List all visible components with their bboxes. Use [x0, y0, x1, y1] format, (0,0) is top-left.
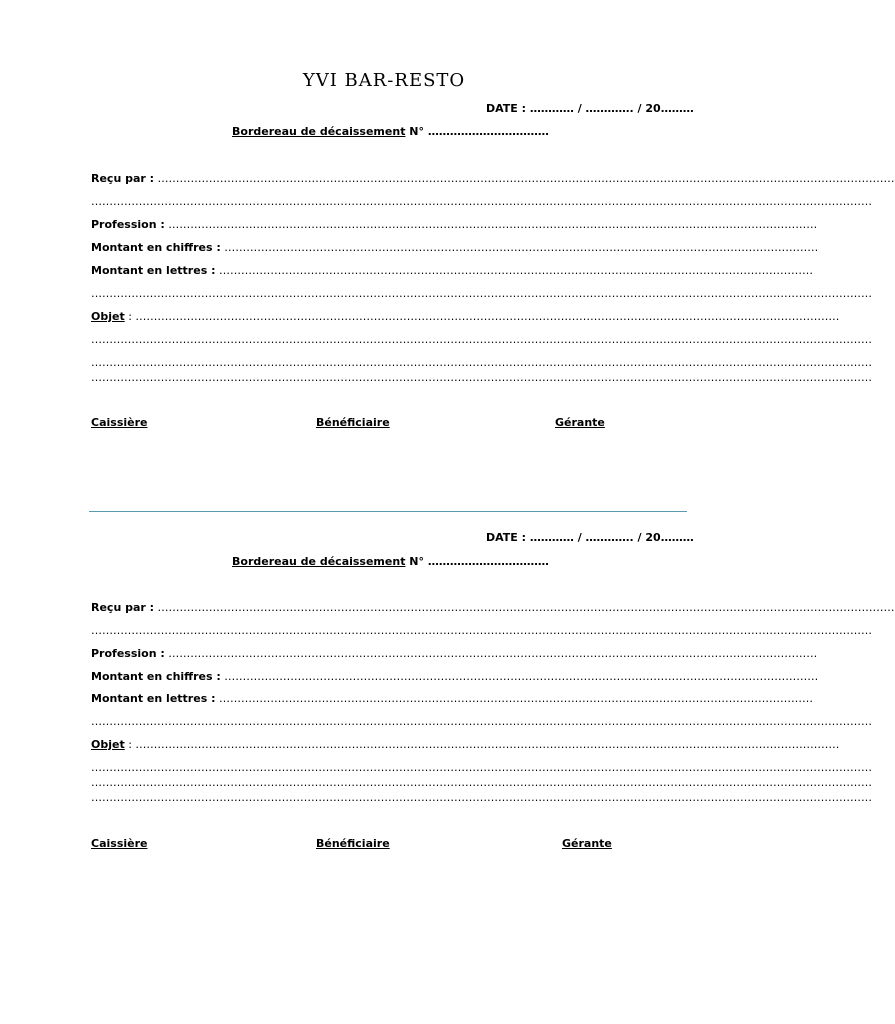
- profession-dots: ……………………………………………………………………………………………………………………………………………………………: [164, 647, 818, 660]
- montant-lettres-label: Montant en lettres :: [91, 264, 216, 277]
- blank-line: ……………………………………………………………………………………………………………………………………………………………………………………………: [91, 715, 872, 728]
- montant-chiffres-label: Montant en chiffres :: [91, 241, 221, 254]
- objet-field: [91, 310, 840, 324]
- recu-par-label: Reçu par :: [91, 172, 155, 185]
- bordereau-line: [232, 125, 552, 139]
- blank-line: ……………………………………………………………………………………………………………………………………………………………………………………………: [91, 791, 872, 804]
- caissiere-signature-label: Caissière: [91, 837, 148, 850]
- bordereau-line: [232, 555, 552, 569]
- bordereau-label: Bordereau de décaissement: [232, 555, 406, 568]
- montant-chiffres-field: [91, 241, 819, 255]
- caissiere-signature-label: Caissière: [91, 416, 148, 429]
- objet-field: [91, 738, 840, 752]
- bordereau-number: N° ……………………………: [405, 555, 549, 568]
- montant-chiffres-dots: ………………………………………………………………………………………………………………………………………………: [220, 241, 819, 254]
- montant-lettres-dots: ………………………………………………………………………………………………………………………………………………: [215, 692, 813, 705]
- montant-lettres-field: [91, 264, 813, 278]
- blank-line: ……………………………………………………………………………………………………………………………………………………………………………………………: [91, 333, 872, 346]
- objet-label: Objet: [91, 310, 125, 323]
- blank-line: ……………………………………………………………………………………………………………………………………………………………………………………………: [91, 356, 872, 369]
- blank-line: ……………………………………………………………………………………………………………………………………………………………………………………………: [91, 371, 872, 384]
- blank-line: ……………………………………………………………………………………………………………………………………………………………………………………………: [91, 287, 872, 300]
- profession-field: [91, 218, 818, 232]
- profession-dots: ……………………………………………………………………………………………………………………………………………………………: [164, 218, 818, 231]
- blank-line: ……………………………………………………………………………………………………………………………………………………………………………………………: [91, 776, 872, 789]
- blank-line: ……………………………………………………………………………………………………………………………………………………………………………………………: [91, 761, 872, 774]
- profession-field: [91, 647, 818, 661]
- beneficiaire-signature-label: Bénéficiaire: [316, 837, 390, 850]
- recu-par-field: [91, 172, 895, 186]
- date-line: DATE : ………… / …………. / 20………: [486, 102, 694, 115]
- recu-par-label: Reçu par :: [91, 601, 155, 614]
- montant-chiffres-dots: ………………………………………………………………………………………………………………………………………………: [220, 670, 819, 683]
- document-title: YVI BAR-RESTO: [302, 70, 466, 91]
- recu-par-dots: …………………………………………………………………………………………………………………………………………………………………………………: [154, 601, 895, 614]
- montant-chiffres-field: [91, 670, 819, 684]
- blank-line: ……………………………………………………………………………………………………………………………………………………………………………………………: [91, 195, 872, 208]
- montant-chiffres-label: Montant en chiffres :: [91, 670, 221, 683]
- objet-dots: : …………………………………………………………………………………………………………………………………………………………………………: [124, 738, 840, 751]
- beneficiaire-signature-label: Bénéficiaire: [316, 416, 390, 429]
- bordereau-label: Bordereau de décaissement: [232, 125, 406, 138]
- blank-line: ……………………………………………………………………………………………………………………………………………………………………………………………: [91, 624, 872, 637]
- gerante-signature-label: Gérante: [555, 416, 605, 429]
- recu-par-dots: …………………………………………………………………………………………………………………………………………………………………………………: [154, 172, 895, 185]
- montant-lettres-field: [91, 692, 813, 706]
- montant-lettres-label: Montant en lettres :: [91, 692, 216, 705]
- objet-dots: : …………………………………………………………………………………………………………………………………………………………………………: [124, 310, 840, 323]
- date-line: DATE : ………… / …………. / 20………: [486, 531, 694, 544]
- cut-divider: [89, 511, 687, 512]
- objet-label: Objet: [91, 738, 125, 751]
- recu-par-field: [91, 601, 895, 615]
- gerante-signature-label: Gérante: [562, 837, 612, 850]
- profession-label: Profession :: [91, 647, 165, 660]
- montant-lettres-dots: ………………………………………………………………………………………………………………………………………………: [215, 264, 813, 277]
- bordereau-number: N° ……………………………: [405, 125, 549, 138]
- profession-label: Profession :: [91, 218, 165, 231]
